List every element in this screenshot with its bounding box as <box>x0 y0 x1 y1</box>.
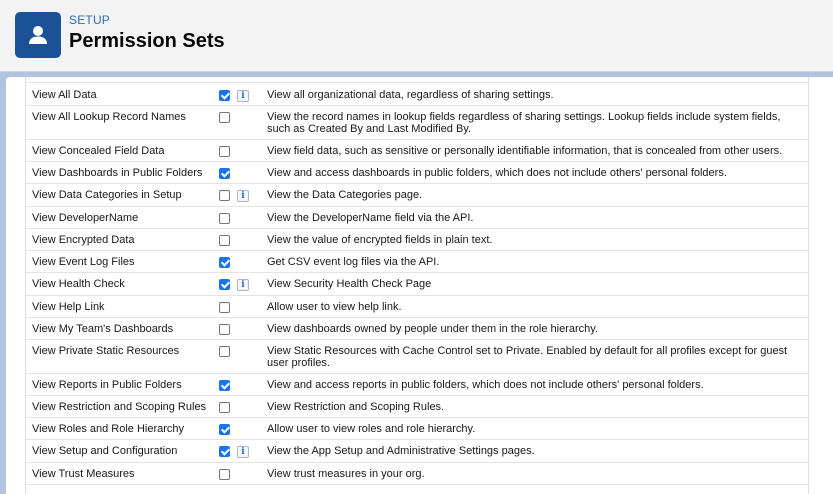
info-icon[interactable]: i <box>237 190 249 202</box>
table-row <box>26 417 808 440</box>
permission-description: View Static Resources with Cache Control set to Private. Enabled by default for all profiles except for guest user profiles. <box>267 345 788 369</box>
permission-checkbox[interactable] <box>219 90 230 101</box>
permission-description: View and access dashboards in public folders, which does not include others' personal folders. <box>267 167 727 179</box>
permission-description: View trust measures in your org. <box>267 468 425 480</box>
page-title: Permission Sets <box>69 30 225 52</box>
permission-description: View the App Setup and Administrative Settings pages. <box>267 445 535 457</box>
permission-checkbox[interactable] <box>219 446 230 457</box>
user-icon <box>26 23 50 47</box>
permission-name: View Trust Measures <box>32 468 135 480</box>
permission-description: View dashboards owned by people under them in the role hierarchy. <box>267 323 599 335</box>
info-icon[interactable]: i <box>237 90 249 102</box>
permission-checkbox[interactable] <box>219 257 230 268</box>
permission-name: View Setup and Configuration <box>32 445 178 457</box>
permission-checkbox[interactable] <box>219 235 230 246</box>
permission-checkbox[interactable] <box>219 424 230 435</box>
table-row <box>26 295 808 318</box>
permission-description: Get CSV event log files via the API. <box>267 256 440 268</box>
table-row <box>26 206 808 229</box>
permission-description: View Restriction and Scoping Rules. <box>267 401 445 413</box>
permission-name: View My Team's Dashboards <box>32 323 174 335</box>
header-card <box>0 0 831 67</box>
table-row <box>26 105 808 140</box>
table-row <box>26 161 808 184</box>
permission-description: View Security Health Check Page <box>267 278 432 290</box>
permission-name: View Dashboards in Public Folders <box>32 167 203 179</box>
content-area <box>6 77 833 494</box>
table-row <box>26 250 808 273</box>
permission-checkbox[interactable] <box>219 112 230 123</box>
table-row <box>26 272 808 296</box>
setup-app-icon <box>15 12 61 58</box>
permission-description: View the DeveloperName field via the API. <box>267 212 474 224</box>
info-icon[interactable]: i <box>237 279 249 291</box>
table-row <box>26 439 808 463</box>
permission-checkbox[interactable] <box>219 302 230 313</box>
permission-description: Allow user to view help link. <box>267 301 402 313</box>
breadcrumb[interactable]: SETUP <box>69 13 111 27</box>
permission-checkbox[interactable] <box>219 168 230 179</box>
permission-checkbox[interactable] <box>219 402 230 413</box>
permission-name: View Encrypted Data <box>32 234 135 246</box>
table-row <box>26 83 808 106</box>
table-row <box>26 228 808 251</box>
permission-checkbox[interactable] <box>219 324 230 335</box>
page-header <box>0 0 833 72</box>
permission-name: View Data Categories in Setup <box>32 189 182 201</box>
permission-name: View Event Log Files <box>32 256 135 268</box>
permission-description: View field data, such as sensitive or personally identifiable information, that is concealed from other users. <box>267 145 783 157</box>
table-row <box>26 183 808 207</box>
permission-checkbox[interactable] <box>219 146 230 157</box>
info-icon[interactable]: i <box>237 446 249 458</box>
table-row <box>26 462 808 485</box>
permission-name: View Health Check <box>32 278 125 290</box>
permission-name: View All Lookup Record Names <box>32 111 186 123</box>
permissions-table <box>25 77 809 494</box>
permission-name: View Restriction and Scoping Rules <box>32 401 207 413</box>
permission-description: View and access reports in public folders, which does not include others' personal folders. <box>267 379 704 391</box>
permission-name: View DeveloperName <box>32 212 139 224</box>
table-row <box>26 373 808 396</box>
table-row <box>26 317 808 340</box>
permission-checkbox[interactable] <box>219 279 230 290</box>
permission-description: View all organizational data, regardless of sharing settings. <box>267 89 554 101</box>
table-row <box>26 139 808 162</box>
permission-name: View Help Link <box>32 301 105 313</box>
permission-name: View Concealed Field Data <box>32 145 165 157</box>
permission-description: View the record names in lookup fields regardless of sharing settings. Lookup fields include system fields, such as Created By and Last Modified By. <box>267 111 781 135</box>
permission-checkbox[interactable] <box>219 380 230 391</box>
permission-checkbox[interactable] <box>219 213 230 224</box>
table-row <box>26 339 808 374</box>
permission-description: View the value of encrypted fields in plain text. <box>267 234 493 246</box>
permission-checkbox[interactable] <box>219 346 230 357</box>
permission-name: View Roles and Role Hierarchy <box>32 423 185 435</box>
permission-description: View the Data Categories page. <box>267 189 423 201</box>
permission-description: Allow user to view roles and role hierarchy. <box>267 423 476 435</box>
permission-checkbox[interactable] <box>219 469 230 480</box>
table-row <box>26 395 808 418</box>
permission-checkbox[interactable] <box>219 190 230 201</box>
permission-name: View Reports in Public Folders <box>32 379 182 391</box>
permission-name: View Private Static Resources <box>32 345 180 357</box>
permission-name: View All Data <box>32 89 97 101</box>
